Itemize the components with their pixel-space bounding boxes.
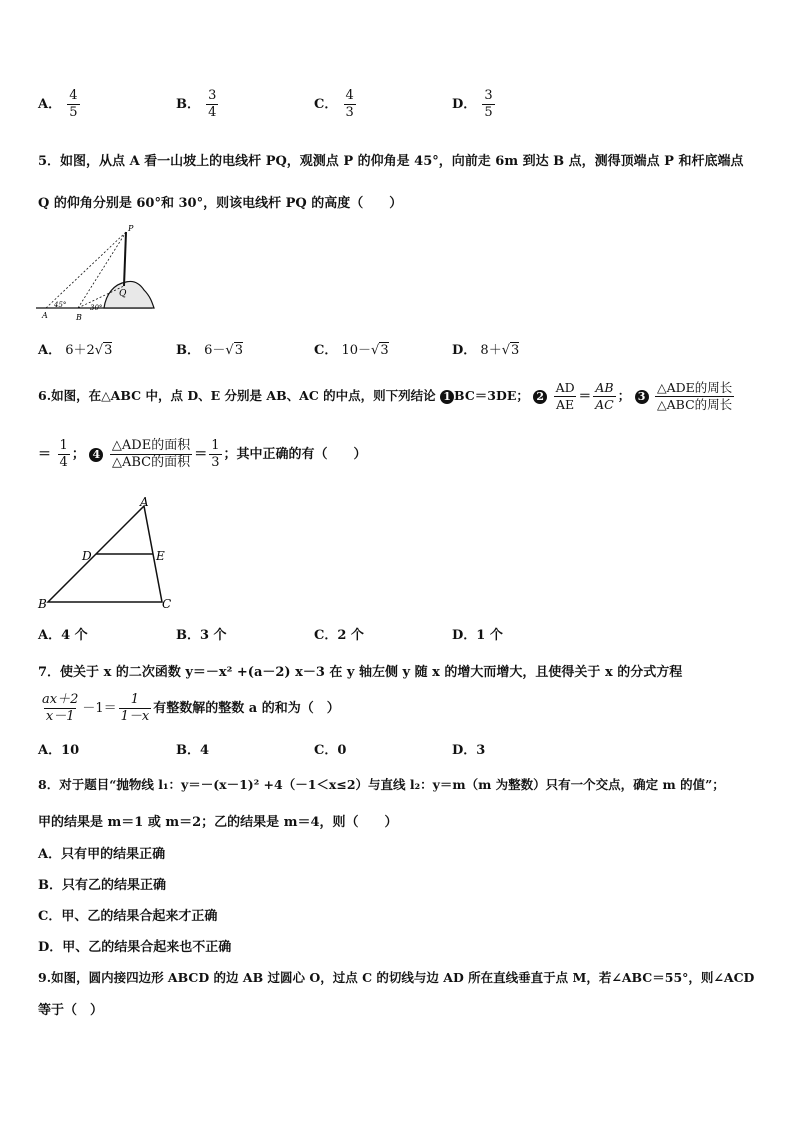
fraction-ab-ac: $\frac{AB}{AC}$ — [595, 380, 614, 412]
label-a: A — [42, 311, 48, 320]
label-p: P — [128, 224, 134, 233]
q7-option-d: D．3 — [452, 743, 486, 758]
fraction-area: $\frac{\text{△ADE的面积}}{\text{△ABC的面积}}$ — [111, 438, 191, 470]
q6-option-b: B．3 个 — [176, 628, 227, 643]
q4-option-a: A． $\frac{4}{5}$ — [38, 88, 78, 120]
label-angle-30: 30° — [90, 304, 103, 312]
label-angle-45: 45° — [54, 301, 67, 309]
label-e: E — [156, 549, 165, 563]
q9-line1: 9.如图，圆内接四边形 ABCD 的边 AB 过圆心 O，过点 C 的切线与边 AD 所在直线垂直于点 M，若∠ABC＝55°，则∠ACD — [38, 970, 755, 985]
fraction: $\frac{3}{5}$ — [484, 88, 493, 120]
q7-line1: 7．使关于 x 的二次函数 y＝－x² +(a－2) x－3 在 y 轴左侧 y 随 x 的增大而增大，且使得关于 x 的分式方程 — [38, 665, 683, 680]
q6-option-a: A．4 个 — [38, 628, 88, 643]
fraction: $\frac{3}{4}$ — [208, 88, 217, 120]
label-d: D — [82, 549, 92, 563]
sqrt-sign: √ — [501, 343, 510, 358]
hill-shape — [104, 281, 154, 308]
label-a: A — [140, 495, 149, 509]
circle-3-icon: 3 — [635, 390, 649, 404]
pole-pq — [124, 232, 126, 286]
sqrt-sign: √ — [371, 343, 380, 358]
q4-option-d: D． $\frac{3}{5}$ — [452, 88, 493, 120]
q5-option-a: A． 6＋2√3 — [38, 343, 113, 358]
q9-line2: 等于（ ） — [38, 1003, 104, 1018]
sqrt-sign: √ — [225, 343, 234, 358]
label-b: B — [38, 597, 47, 611]
q5-line2: Q 的仰角分别是 60°和 30°，则该电线杆 PQ 的高度（ ） — [38, 196, 403, 211]
q6-line1: 6.如图，在△ABC 中，点 D、E 分别是 AB、AC 的中点，则下列结论 1 BC＝3DE； 2 $\frac{AD}{AE}$ ＝ $\frac{AB}{AC}$ ； 3 $\frac{\text{△ADE的周长}}{\text{△ABC的周长}}$ — [38, 380, 733, 412]
label-c: C — [162, 597, 172, 611]
q6-figure — [34, 494, 184, 614]
label-q: Q — [119, 289, 127, 299]
sqrt-sign: √ — [94, 343, 104, 358]
fraction-perimeter: $\frac{\text{△ADE的周长}}{\text{△ABC的周长}}$ — [656, 380, 733, 412]
q8-option-c: C．甲、乙的结果合起来才正确 — [38, 909, 218, 924]
circle-1-icon: 1 — [440, 390, 454, 404]
q5-figure — [34, 222, 156, 322]
q4-option-b: B． $\frac{3}{4}$ — [176, 88, 217, 120]
fraction-1-1x: $\frac{1}{1-x}$ — [120, 692, 150, 724]
circle-4-icon: 4 — [89, 448, 103, 462]
fraction-1-4: $\frac{1}{4}$ — [59, 438, 68, 470]
q7-line2: $\frac{ax+2}{x-1}$ －1＝ $\frac{1}{1-x}$ 有整数解的整数 a 的和为（ ） — [42, 692, 340, 724]
q4-option-c: C． $\frac{4}{3}$ — [314, 88, 354, 120]
fraction: $\frac{4}{3}$ — [345, 88, 354, 120]
q5-line1: 5．如图，从点 A 看一山坡上的电线杆 PQ，观测点 P 的仰角是 45°，向前走 6m 到达 B 点，测得顶端点 P 和杆底端点 — [38, 154, 744, 169]
q8-line2: 甲的结果是 m＝1 或 m＝2；乙的结果是 m＝4，则（ ） — [38, 815, 398, 830]
q8-option-a: A．只有甲的结果正确 — [38, 847, 166, 862]
q7-option-b: B．4 — [176, 743, 210, 758]
q5-option-b: B． 6－√3 — [176, 343, 243, 358]
fraction-ad-ae: $\frac{AD}{AE}$ — [555, 380, 575, 412]
q7-option-c: C．0 — [314, 743, 347, 758]
q6-option-d: D．1 个 — [452, 628, 503, 643]
q6-option-c: C．2 个 — [314, 628, 364, 643]
fraction-1-3: $\frac{1}{3}$ — [211, 438, 220, 470]
q6-line2: ＝ $\frac{1}{4}$ ； 4 $\frac{\text{△ADE的面积}}{\text{△ABC的面积}}$ ＝ $\frac{1}{3}$ ；其中正确的有（ ） — [38, 438, 367, 470]
fraction: $\frac{4}{5}$ — [69, 88, 78, 120]
q5-option-d: D． 8＋√3 — [452, 343, 520, 358]
label-b: B — [76, 313, 82, 322]
q8-option-d: D．甲、乙的结果合起来也不正确 — [38, 940, 232, 955]
q8-line1: 8．对于题目“抛物线 l₁：y＝－(x－1)² +4（－1＜x≤2）与直线 l₂：y＝m（m 为整数）只有一个交点，确定 m 的值”； — [38, 777, 725, 792]
q7-option-a: A．10 — [38, 743, 80, 758]
q8-option-b: B．只有乙的结果正确 — [38, 878, 166, 893]
fraction-ax2-x1: $\frac{ax+2}{x-1}$ — [42, 692, 79, 724]
q5-option-c: C． 10－√3 — [314, 343, 389, 358]
circle-2-icon: 2 — [533, 390, 547, 404]
